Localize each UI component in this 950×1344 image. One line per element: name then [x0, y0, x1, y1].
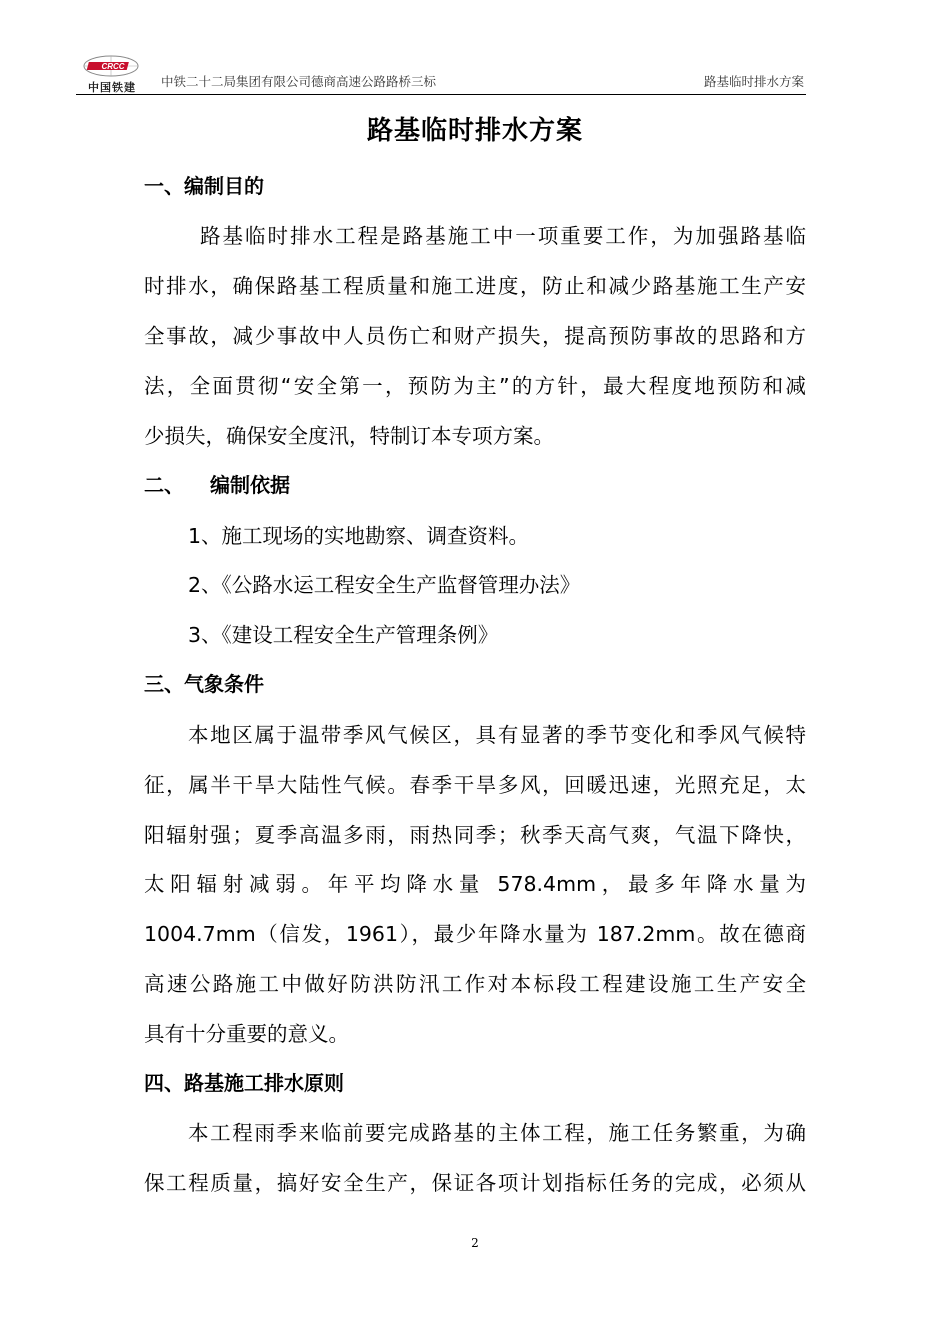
paragraph-line: 高速公路施工中做好防洪防汛工作对本标段工程建设施工生产安全 [144, 972, 806, 996]
company-logo [76, 52, 147, 92]
paragraph-line: 全事故，减少事故中人员伤亡和财产损失，提高预防事故的思路和方 [144, 324, 806, 348]
list-item: 3、《建设工程安全生产管理条例》 [188, 623, 499, 647]
paragraph-line: 本地区属于温带季风气候区，具有显著的季节变化和季风气候特 [188, 723, 806, 747]
section-heading-text: 编制依据 [210, 473, 290, 497]
paragraph-line: 阳辐射强；夏季高温多雨，雨热同季；秋季天高气爽，气温下降快， [144, 823, 806, 847]
page-title: 路基临时排水方案 [366, 116, 583, 146]
section-heading-4: 四、路基施工排水原则 [144, 1071, 344, 1095]
paragraph-line: 路基临时排水工程是路基施工中一项重要工作，为加强路基临 [200, 224, 806, 248]
logo-text: 中国铁建 [88, 81, 136, 94]
paragraph-line: 时排水，确保路基工程质量和施工进度，防止和减少路基施工生产安 [144, 274, 806, 298]
crcc-logo-icon [80, 54, 142, 78]
page-number: 2 [471, 1236, 479, 1250]
header-doc-title: 路基临时排水方案 [703, 74, 804, 89]
section-heading-3: 三、气象条件 [144, 672, 264, 696]
svg-text:CRCC: CRCC [101, 62, 125, 71]
paragraph-line: 保工程质量，搞好安全生产，保证各项计划指标任务的完成，必须从 [144, 1171, 806, 1195]
section-number: 二、 [144, 473, 184, 497]
paragraph-line: 太阳辐射减弱。年平均降水量 578.4mm，最多年降水量为 [144, 872, 806, 896]
paragraph-line: 本工程雨季来临前要完成路基的主体工程，施工任务繁重，为确 [188, 1121, 806, 1145]
header-company: 中铁二十二局集团有限公司德商高速公路路桥三标 [161, 74, 437, 89]
paragraph-line: 具有十分重要的意义。 [144, 1022, 349, 1046]
paragraph-line: 征，属半干旱大陆性气候。春季干旱多风，回暖迅速，光照充足，太 [144, 773, 806, 797]
section-heading-2 [144, 469, 290, 498]
list-item: 2、《公路水运工程安全生产监督管理办法》 [188, 573, 581, 597]
page-header [76, 52, 806, 95]
paragraph-line: 少损失，确保安全度汛，特制订本专项方案。 [144, 424, 554, 448]
paragraph-line: 法，全面贯彻“安全第一，预防为主”的方针，最大程度地预防和减 [144, 374, 806, 398]
paragraph-line: 1004.7mm（信发，1961），最少年降水量为 187.2mm。故在德商 [144, 922, 806, 946]
section-heading-1: 一、编制目的 [144, 174, 264, 198]
list-item: 1、施工现场的实地勘察、调查资料。 [188, 524, 530, 548]
